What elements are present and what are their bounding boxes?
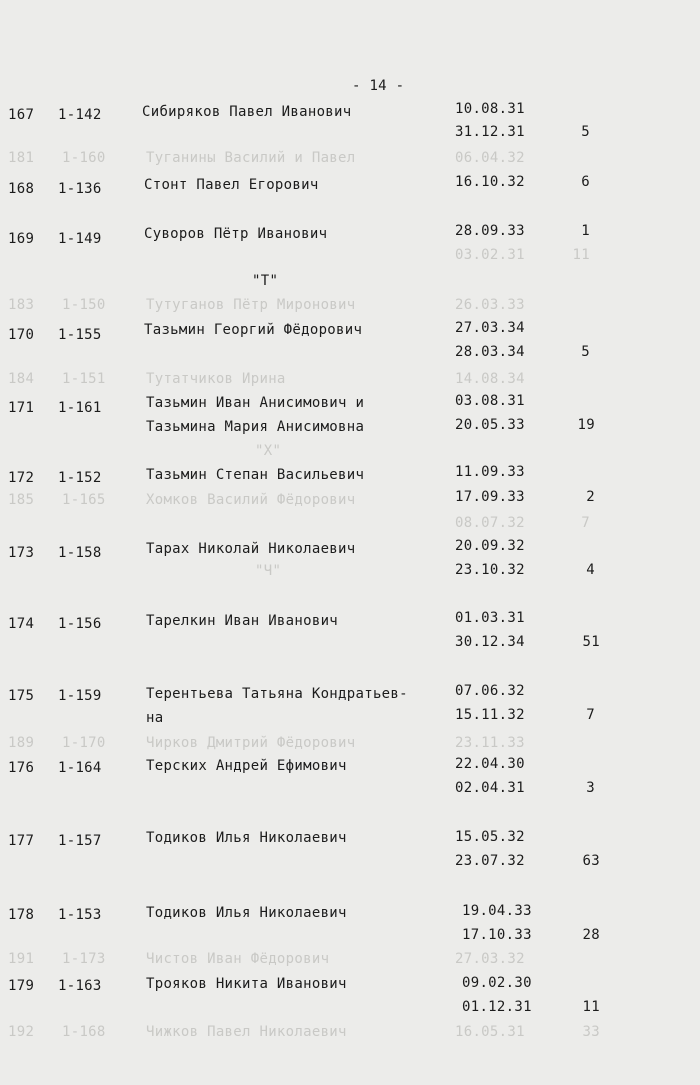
ghost-row-date: 23.11.33 bbox=[455, 735, 525, 751]
record-number: 171 bbox=[8, 400, 35, 416]
record-date: 03.08.31 bbox=[455, 393, 525, 409]
record-number: 169 bbox=[8, 231, 35, 247]
ghost-row-code: 1-173 bbox=[62, 951, 106, 967]
ghost-row-count: 7 bbox=[581, 515, 590, 531]
record-date: 28.03.34 bbox=[455, 344, 525, 360]
record-code: 1-156 bbox=[58, 616, 102, 632]
ghost-row-date: 08.07.32 bbox=[455, 515, 525, 531]
record-date: 09.02.30 bbox=[462, 975, 532, 991]
record-count: 19 bbox=[577, 417, 595, 433]
record-number: 176 bbox=[8, 760, 35, 776]
record-name: Сибиряков Павел Иванович bbox=[142, 104, 352, 120]
record-code: 1-159 bbox=[58, 688, 102, 704]
record-name: Тарелкин Иван Иванович bbox=[146, 613, 339, 629]
record-code: 1-163 bbox=[58, 978, 102, 994]
record-date: 28.09.33 bbox=[455, 223, 525, 239]
record-count: 7 bbox=[586, 707, 595, 723]
record-date: 11.09.33 bbox=[455, 464, 525, 480]
record-date: 17.10.33 bbox=[462, 927, 532, 943]
ghost-row-count: 11 bbox=[572, 247, 590, 263]
ghost-row-date: 16.05.31 bbox=[455, 1024, 525, 1040]
record-name: Тодиков Илья Николаевич bbox=[146, 830, 347, 846]
record-count: 4 bbox=[586, 562, 595, 578]
record-number: 168 bbox=[8, 181, 35, 197]
record-code: 1-149 bbox=[58, 231, 102, 247]
ghost-row-count: 33 bbox=[582, 1024, 600, 1040]
record-name: Тарах Николай Николаевич bbox=[146, 541, 356, 557]
ghost-row-code: 1-168 bbox=[62, 1024, 106, 1040]
ghost-row-number: 191 bbox=[8, 951, 35, 967]
record-date: 01.12.31 bbox=[462, 999, 532, 1015]
record-number: 167 bbox=[8, 107, 35, 123]
record-name: Терских Андрей Ефимович bbox=[146, 758, 347, 774]
record-count: 3 bbox=[586, 780, 595, 796]
ghost-row-number: 184 bbox=[8, 371, 35, 387]
record-count: 5 bbox=[581, 124, 590, 140]
record-date: 02.04.31 bbox=[455, 780, 525, 796]
record-count: 28 bbox=[582, 927, 600, 943]
record-name: Стонт Павел Егорович bbox=[144, 177, 319, 193]
ghost-section-letter: "Х" bbox=[255, 443, 282, 459]
record-code: 1-153 bbox=[58, 907, 102, 923]
record-name: Терентьева Татьяна Кондратьев- bbox=[146, 686, 408, 702]
record-count: 63 bbox=[582, 853, 600, 869]
record-date: 07.06.32 bbox=[455, 683, 525, 699]
record-date: 20.09.32 bbox=[455, 538, 525, 554]
ghost-row-date: 06.04.32 bbox=[455, 150, 525, 166]
ghost-row-name: Чистов Иван Фёдорович bbox=[146, 951, 330, 967]
ghost-section-letter: "Ч" bbox=[255, 563, 282, 579]
record-number: 172 bbox=[8, 470, 35, 486]
record-number: 178 bbox=[8, 907, 35, 923]
ghost-row-code: 1-170 bbox=[62, 735, 106, 751]
record-code: 1-136 bbox=[58, 181, 102, 197]
ghost-row-number: 189 bbox=[8, 735, 35, 751]
record-date: 30.12.34 bbox=[455, 634, 525, 650]
record-name-continued: Тазьмина Мария Анисимовна bbox=[146, 419, 365, 435]
ghost-row-name: Хомков Василий Фёдорович bbox=[146, 492, 356, 508]
ghost-row-code: 1-151 bbox=[62, 371, 106, 387]
ghost-row-name: Тутатчиков Ирина bbox=[146, 371, 286, 387]
record-name: Тазьмин Степан Васильевич bbox=[146, 467, 365, 483]
ghost-row-name: Чижков Павел Николаевич bbox=[146, 1024, 347, 1040]
record-code: 1-152 bbox=[58, 470, 102, 486]
record-name: Трояков Никита Иванович bbox=[146, 976, 347, 992]
record-name: Тазьмин Иван Анисимович и bbox=[146, 395, 365, 411]
record-count: 6 bbox=[581, 174, 590, 190]
record-code: 1-164 bbox=[58, 760, 102, 776]
record-date: 15.11.32 bbox=[455, 707, 525, 723]
ghost-row-code: 1-160 bbox=[62, 150, 106, 166]
record-count: 11 bbox=[582, 999, 600, 1015]
record-count: 5 bbox=[581, 344, 590, 360]
record-count: 51 bbox=[582, 634, 600, 650]
record-number: 179 bbox=[8, 978, 35, 994]
record-count: 2 bbox=[586, 489, 595, 505]
record-date: 20.05.33 bbox=[455, 417, 525, 433]
record-code: 1-142 bbox=[58, 107, 102, 123]
record-date: 16.10.32 bbox=[455, 174, 525, 190]
record-name: Тодиков Илья Николаевич bbox=[146, 905, 347, 921]
ghost-row-code: 1-165 bbox=[62, 492, 106, 508]
record-date: 15.05.32 bbox=[455, 829, 525, 845]
record-code: 1-161 bbox=[58, 400, 102, 416]
record-name: Тазьмин Георгий Фёдорович bbox=[144, 322, 363, 338]
record-number: 173 bbox=[8, 545, 35, 561]
record-code: 1-158 bbox=[58, 545, 102, 561]
ghost-row-code: 1-150 bbox=[62, 297, 106, 313]
ghost-row-number: 181 bbox=[8, 150, 35, 166]
ghost-row-number: 183 bbox=[8, 297, 35, 313]
ghost-row-date: 14.08.34 bbox=[455, 371, 525, 387]
record-date: 19.04.33 bbox=[462, 903, 532, 919]
ghost-row-date: 03.02.31 bbox=[455, 247, 525, 263]
record-name: Суворов Пётр Иванович bbox=[144, 226, 328, 242]
record-count: 1 bbox=[581, 223, 590, 239]
record-number: 174 bbox=[8, 616, 35, 632]
record-number: 170 bbox=[8, 327, 35, 343]
record-code: 1-155 bbox=[58, 327, 102, 343]
ghost-row-name: Туганины Василий и Павел bbox=[146, 150, 356, 166]
page-number: - 14 - bbox=[352, 78, 405, 94]
record-number: 177 bbox=[8, 833, 35, 849]
record-date: 01.03.31 bbox=[455, 610, 525, 626]
record-code: 1-157 bbox=[58, 833, 102, 849]
ghost-row-number: 185 bbox=[8, 492, 35, 508]
record-date: 10.08.31 bbox=[455, 101, 525, 117]
record-name-continued: на bbox=[146, 710, 164, 726]
ghost-row-date: 27.03.32 bbox=[455, 951, 525, 967]
ghost-row-date: 26.03.33 bbox=[455, 297, 525, 313]
ghost-row-name: Чирков Дмитрий Фёдорович bbox=[146, 735, 356, 751]
record-date: 17.09.33 bbox=[455, 489, 525, 505]
record-date: 31.12.31 bbox=[455, 124, 525, 140]
record-date: 23.07.32 bbox=[455, 853, 525, 869]
ghost-row-name: Тутуганов Пётр Миронович bbox=[146, 297, 356, 313]
record-date: 27.03.34 bbox=[455, 320, 525, 336]
ghost-row-number: 192 bbox=[8, 1024, 35, 1040]
record-date: 22.04.30 bbox=[455, 756, 525, 772]
record-number: 175 bbox=[8, 688, 35, 704]
record-date: 23.10.32 bbox=[455, 562, 525, 578]
section-letter-t: "Т" bbox=[252, 273, 279, 289]
